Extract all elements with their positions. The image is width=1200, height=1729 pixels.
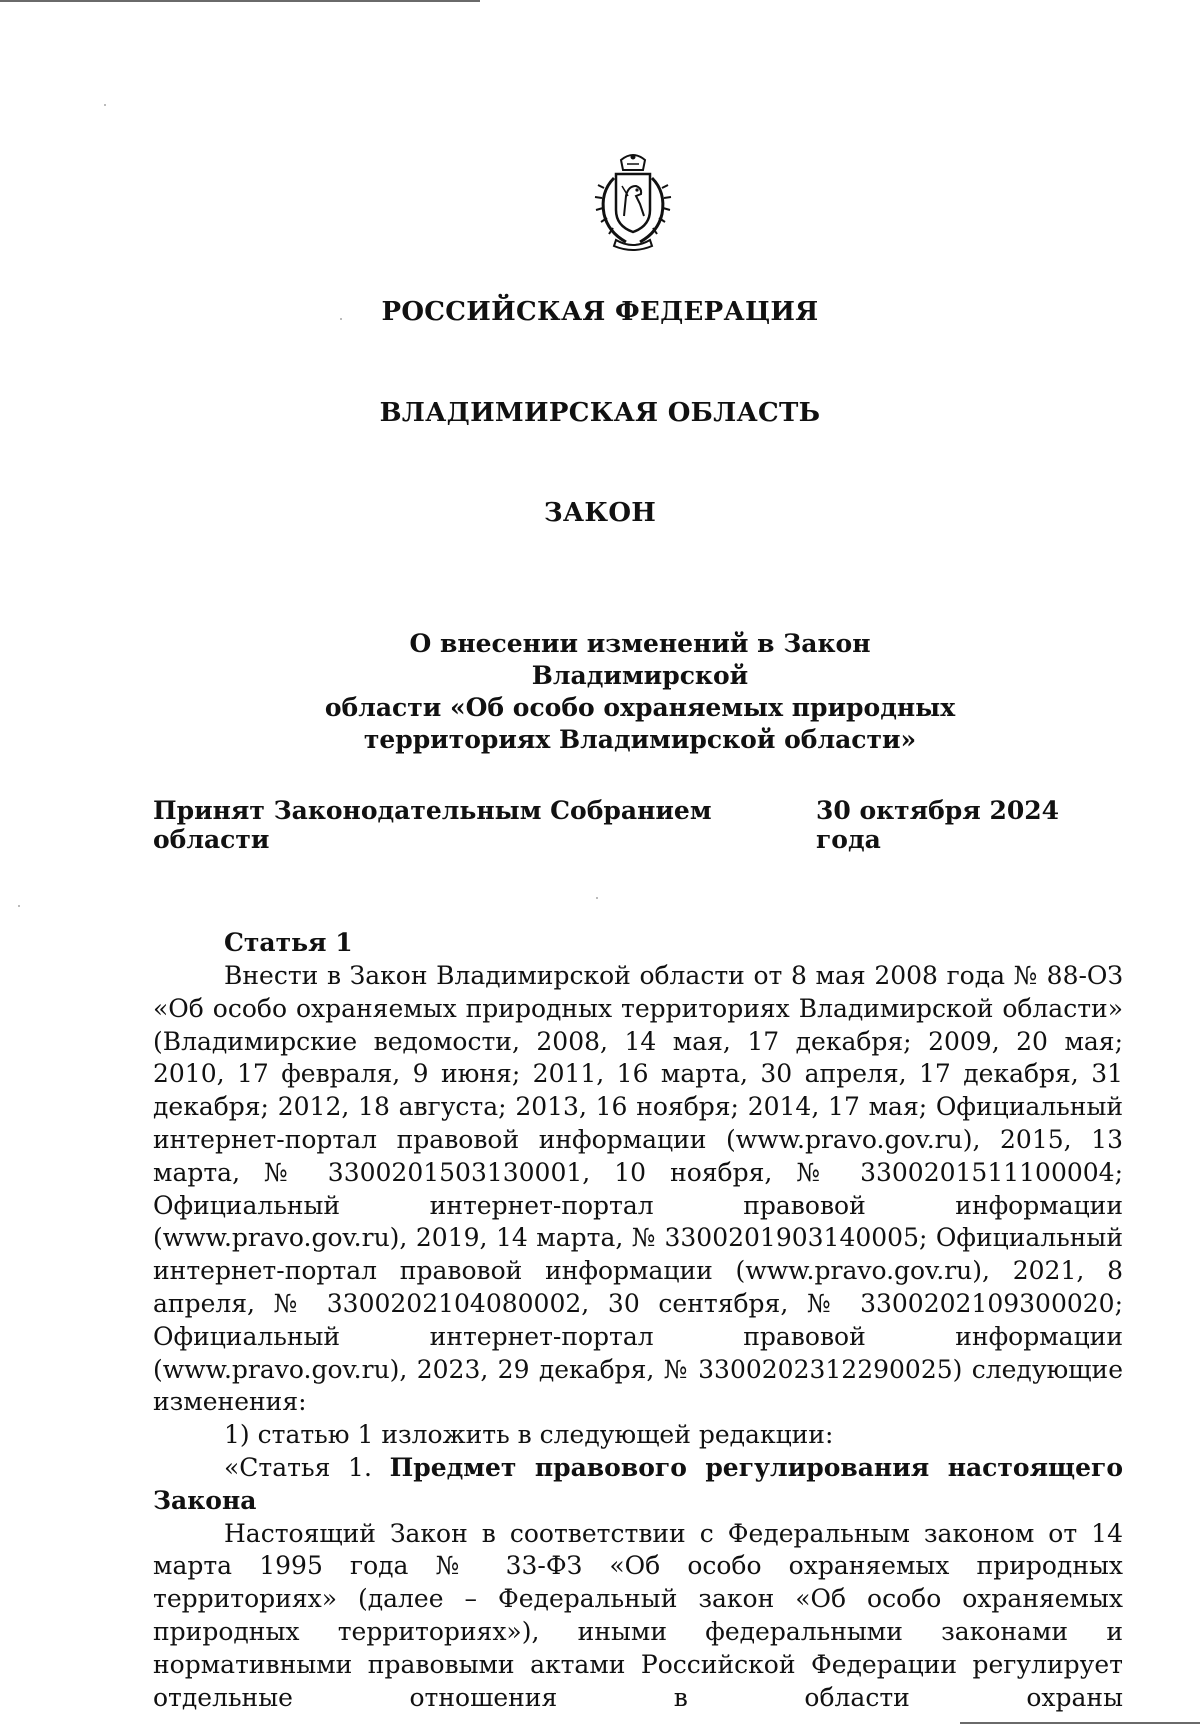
scan-speck (18, 905, 20, 907)
adopted-by: Принят Законодательным Собранием области (153, 796, 712, 854)
adoption-date: 30 октября 2024 года (815, 796, 1060, 854)
quoted-article-paragraph: Настоящий Закон в соответствии с Федеральным законом от 14 марта 1995 года № 33-ФЗ «Об особо охраняемых природных территориях» (далее – Федеральный закон «Об особо охраняемых природных территориях»), иными федеральными законами и нормативными правовыми актами Российской Федерации регулирует отдельные отношения в области охраны (153, 1518, 1123, 1712)
article-body (153, 960, 1123, 1714)
scan-edge-line-bottom (960, 1722, 1200, 1724)
law-title (320, 628, 960, 756)
article-intro-paragraph: Внести в Закон Владимирской области от 8 мая 2008 года № 88-ОЗ «Об особо охраняемых природных территориях Владимирской области» (Владимирские ведомости, 2008, 14 мая, 17 декабря; 2009, 20 мая; 2010, 17 февраля, 9 июня; 2011, 16 марта, 30 апреля, 17 декабря, 31 декабря; 2012, 18 августа; 2013, 16 ноября; 2014, 17 мая; Официальный интернет-портал правовой информации (www.pravo.gov.ru), 2015, 13 марта, № 3300201503130001, 10 ноября, № 3300201511100004; Официальный интернет-портал правовой информации (www.pravo.gov.ru), 2019, 14 марта, № 3300201903140005; Официальный интернет-портал правовой информации (www.pravo.gov.ru), 2021, 8 апреля, № 3300202104080002, 30 сентября, № 3300202109300020; Официальный интернет-портал правовой информации (www.pravo.gov.ru), 2023, 29 декабря, № 3300202312290025) следующие изменения: (153, 961, 1123, 1417)
country-heading: РОССИЙСКАЯ ФЕДЕРАЦИЯ (381, 297, 819, 327)
law-title-line: территориях Владимирской области» (363, 725, 917, 754)
amendment-item: 1) статью 1 изложить в следующей редакции: (224, 1420, 834, 1450)
scan-speck (596, 897, 598, 899)
region-heading: ВЛАДИМИРСКАЯ ОБЛАСТЬ (379, 398, 821, 428)
law-title-line: области «Об особо охраняемых природных (324, 693, 956, 722)
document-type-heading: ЗАКОН (543, 498, 657, 528)
scan-edge-line-top (0, 0, 480, 2)
quoted-article-title: Предмет правового регулирования настоящего Закона (153, 1452, 1123, 1515)
quoted-article-prefix: «Статья 1. (224, 1452, 390, 1482)
law-title-line: О внесении изменений в Закон Владимирской (409, 629, 871, 690)
coat-of-arms-icon (586, 152, 680, 252)
article-heading: Статья 1 (224, 928, 353, 957)
scan-speck (104, 104, 106, 106)
adoption-info (153, 796, 1123, 854)
quoted-article-heading (153, 1452, 1123, 1518)
